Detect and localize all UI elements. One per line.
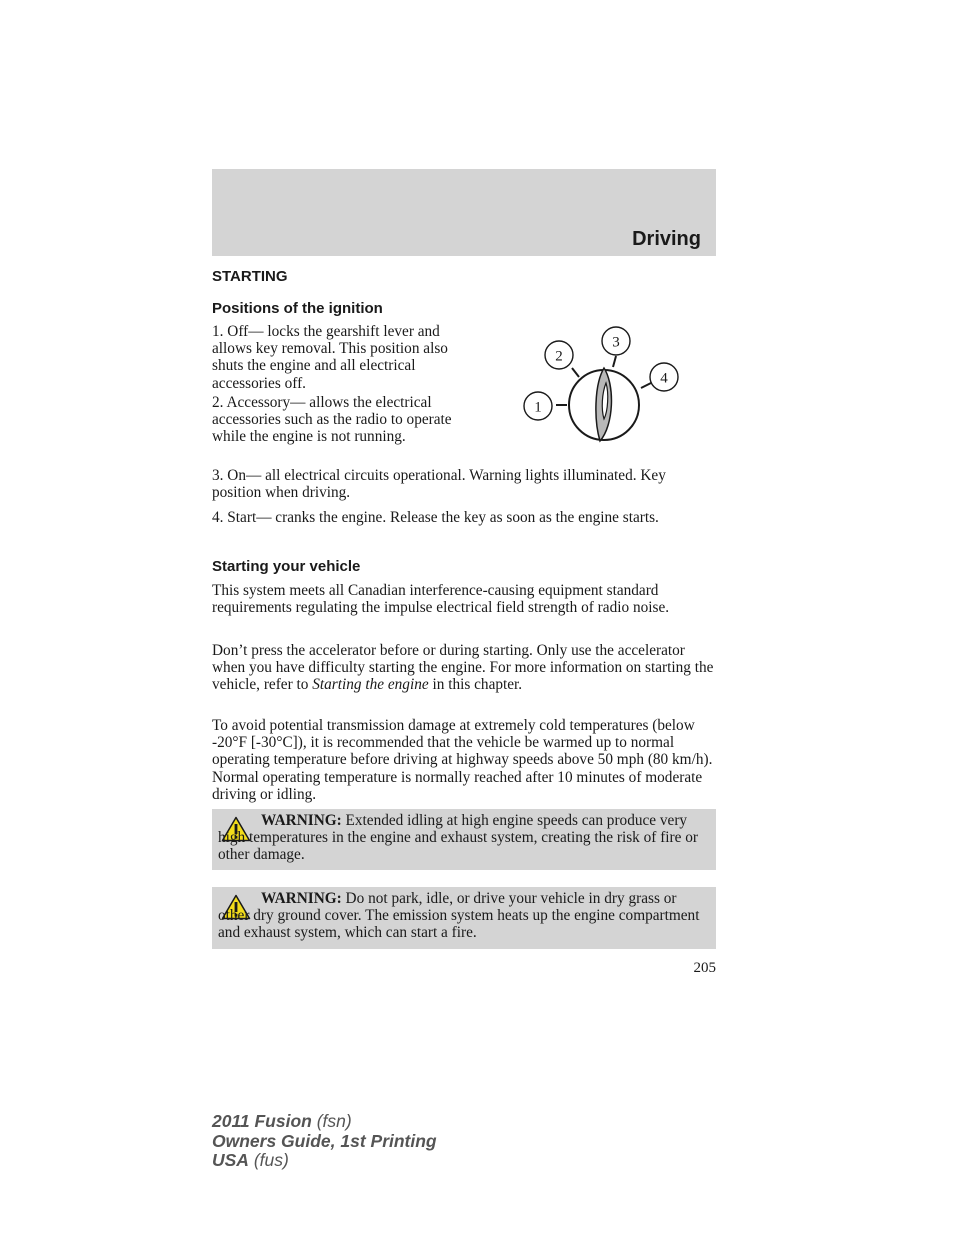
warning-box-2: [212, 887, 716, 949]
footer-code: (fsn): [311, 1111, 352, 1131]
footer-line-1: [212, 1112, 437, 1132]
position-marker-4: [650, 363, 678, 391]
main-heading: STARTING: [212, 268, 288, 285]
position-label-4: 4: [660, 370, 668, 387]
ignition-item-accessory: 2. Accessory— allows the electrical accessories such as the radio to operate while the engine is not running.: [212, 394, 452, 446]
footer-edition: Owners Guide, 1st Printing: [212, 1130, 437, 1151]
page-number: 205: [693, 960, 716, 976]
warning-body: Extended idling at high engine speeds can produce very high temperatures in the engine and exhaust system, creating the risk of fire or other damage.: [218, 812, 698, 864]
starting-paragraph-3: To avoid potential transmission damage at extremely cold temperatures (below -20°F [-30°C]), it is recommended that the vehicle be warmed up to normal operating temperature before driving at highway speeds above 50 mph (80 km/h). Normal operating temperature is normally reached after 10 minutes of moderate driving or idling.: [212, 717, 713, 803]
position-marker-3: [602, 327, 630, 355]
position-marker-1: [524, 392, 552, 420]
section-title: Driving: [632, 228, 701, 250]
footer-region-code: (fus): [248, 1150, 289, 1170]
position-label-3: 3: [612, 334, 620, 351]
position-label-1: 1: [534, 399, 542, 416]
warning-label: WARNING:: [261, 812, 342, 829]
cross-reference: Starting the engine: [312, 676, 429, 694]
position-label-2: 2: [555, 348, 563, 365]
section-header-band: [212, 169, 716, 256]
starting-heading: Starting your vehicle: [212, 558, 361, 575]
warning-text: [218, 890, 708, 942]
ignition-item-on: 3. On— all electrical circuits operational. Warning lights illuminated. Key position when driving.: [212, 467, 666, 502]
position-marker-2: [545, 341, 573, 369]
footer-line-3: [212, 1151, 437, 1171]
warning-label: WARNING:: [261, 890, 342, 907]
ignition-positions-figure: [518, 323, 688, 448]
footer-line-2: [212, 1132, 437, 1152]
starting-paragraph-1: This system meets all Canadian interference-causing equipment standard requirements regulating the impulse electrical field strength of radio noise.: [212, 582, 670, 617]
ignition-heading: Positions of the ignition: [212, 300, 383, 317]
paragraph-text: Don’t press the accelerator before or during starting. Only use the accelerator when you have difficulty starting the engine. For more information on starting the vehicle, refer to: [212, 642, 714, 694]
footer-region: USA: [212, 1150, 249, 1170]
paragraph-text: in this chapter.: [428, 676, 523, 694]
ignition-item-start: 4. Start— cranks the engine. Release the key as soon as the engine starts.: [212, 509, 659, 526]
warning-body: Do not park, idle, or drive your vehicle in dry grass or other dry ground cover. The emission system heats up the engine compartment and exhaust system, which can start a fire.: [218, 890, 700, 942]
warning-box-1: [212, 809, 716, 870]
starting-paragraph-2: [212, 642, 716, 694]
ignition-item-off: 1. Off— locks the gearshift lever and allows key removal. This position also shuts the engine and all electrical accessories off.: [212, 323, 448, 392]
footer-model: 2011 Fusion: [212, 1111, 312, 1131]
document-footer: [212, 1112, 437, 1171]
warning-text: [218, 812, 708, 864]
